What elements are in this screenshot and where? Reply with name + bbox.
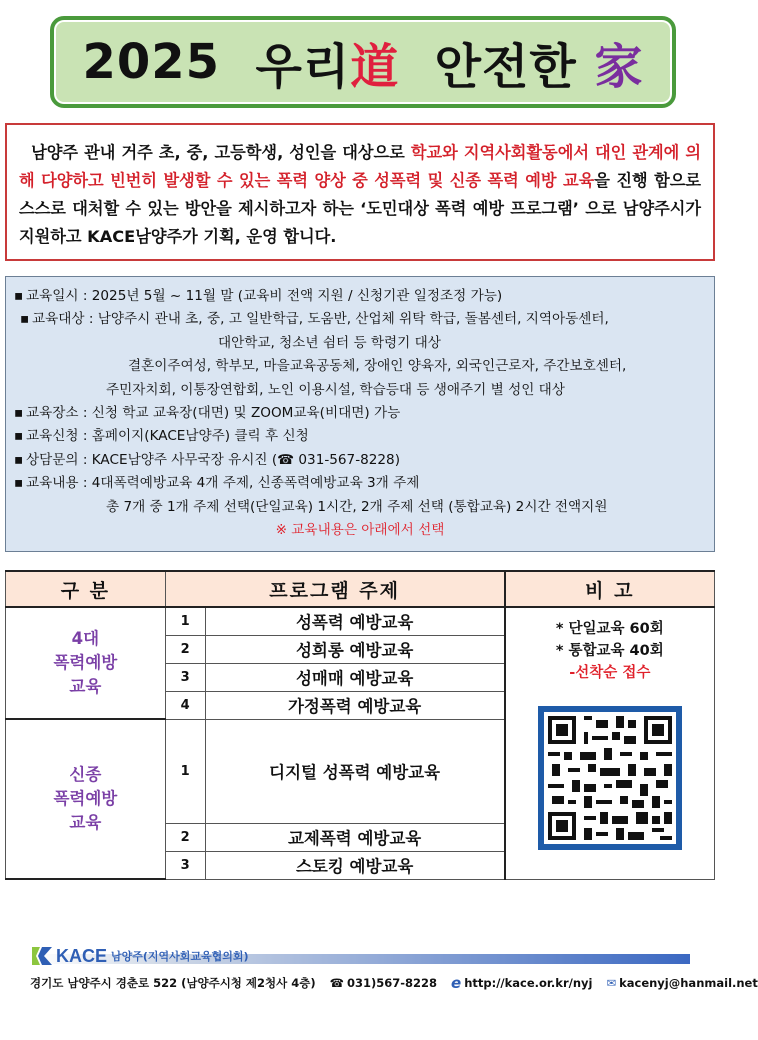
title-part1: 우리 — [255, 38, 351, 95]
title-year: 2025 — [82, 34, 221, 90]
web-icon: e — [451, 974, 462, 992]
info-apply: ▪ 교육신청 : 홈페이지(KACE남양주) 클릭 후 신청 — [14, 425, 706, 448]
program-topic: 교제폭력 예방교육 — [205, 823, 504, 851]
group1-label-line1: 4대 — [71, 629, 100, 649]
table-header-row — [6, 571, 715, 607]
group2-label — [6, 719, 166, 879]
info-target-line3: 결혼이주여성, 학부모, 마을교육공동체, 장애인 양육자, 외국인근로자, 주간보호센터, — [128, 358, 627, 375]
info-contact: ▪ 상담문의 : KACE남양주 사무국장 유시진 (☎ 031-567-8228) — [14, 449, 706, 472]
program-topic: 성매매 예방교육 — [205, 663, 504, 691]
info-target-line4: 주민자치회, 이통장연합회, 노인 이용시설, 학습등대 등 생애주기 별 성인 대상 — [106, 381, 565, 398]
footer-phone — [330, 976, 437, 990]
note-first-come: -선착순 접수 — [569, 665, 651, 681]
footer-email[interactable] — [606, 976, 757, 990]
info-date-text: 교육일시 : 2025년 5월 ~ 11월 말 (교육비 전액 지원 / 신청기관 일정조정 가능) — [26, 288, 503, 304]
info-place-text: 교육장소 : 신청 학교 교육장(대면) 및 ZOOM교육(비대면) 가능 — [26, 405, 401, 422]
info-date: ▪ 교육일시 : 2025년 5월 ~ 11월 말 (교육비 전액 지원 / 신청기관 일정조정 가능) — [14, 285, 706, 308]
info-apply-text: 교육신청 : 홈페이지(KACE남양주) 클릭 후 신청 — [26, 428, 309, 445]
intro-paragraph — [5, 123, 715, 261]
info-content: ▪ 교육내용 : 4대폭력예방교육 4개 주제, 신종폭력예방교육 3개 주제 — [14, 472, 706, 495]
qr-code[interactable] — [538, 706, 682, 850]
footer-address: 경기도 남양주시 경춘로 522 (남양주시청 제2청사 4층) — [30, 976, 316, 990]
intro-highlight: 학교와 지역사회활동에서 대인 관계에 의해 다양하고 빈번히 발생할 수 있는 폭력 양상 중 성폭력 및 신종 폭력 예방 교육 — [19, 143, 701, 190]
note-cell — [505, 607, 715, 879]
info-contact-text: 상담문의 : KACE남양주 사무국장 유시진 (☎ 031-567-8228) — [26, 451, 401, 468]
logo-org: 남양주(지역사회교육협의회) — [111, 950, 249, 963]
row-number: 2 — [165, 635, 205, 663]
group1-label-line3: 교육 — [69, 677, 102, 697]
group2-label-line3: 교육 — [69, 813, 102, 833]
title-banner — [50, 16, 676, 108]
header-note: 비 고 — [505, 571, 715, 607]
info-target: ▪ 교육대상 : 남양주시 관내 초, 중, 고 일반학급, 도움반, 산업체 위탁 학급, 돌봄센터, 지역아동센터, — [14, 308, 706, 331]
info-place: ▪ 교육장소 : 신청 학교 교육장(대면) 및 ZOOM교육(비대면) 가능 — [14, 402, 706, 425]
title-part4: 家 — [594, 38, 644, 95]
program-topic: 스토킹 예방교육 — [205, 851, 504, 879]
program-table — [5, 570, 715, 880]
note-integrated: * 통합교육 40회 — [555, 643, 664, 659]
row-number: 1 — [165, 719, 205, 823]
title-part3: 안전한 — [434, 38, 577, 95]
kace-logo — [30, 944, 249, 968]
program-topic: 디지털 성폭력 예방교육 — [205, 719, 504, 823]
program-topic: 가정폭력 예방교육 — [205, 691, 504, 719]
info-panel — [5, 276, 715, 552]
group1-label — [6, 607, 166, 719]
header-topic: 프로그램 주제 — [165, 571, 504, 607]
info-target-line2: 대안학교, 청소년 쉼터 등 학령기 대상 — [218, 334, 441, 351]
info-content-line2: 총 7개 중 1개 주제 선택(단일교육) 1시간, 2개 주제 선택 (통합교육) 2시간 전액지원 — [106, 498, 608, 515]
group2-label-line2: 폭력예방 — [53, 789, 118, 809]
footer-email-text: kacenyj@hanmail.net — [619, 976, 758, 990]
group1-label-line2: 폭력예방 — [53, 653, 118, 673]
group2-label-line1: 신종 — [69, 765, 102, 785]
info-target-text: 교육대상 : 남양주시 관내 초, 중, 고 일반학급, 도움반, 산업체 위탁 학급, 돌봄센터, 지역아동센터, — [32, 311, 609, 328]
row-number: 3 — [165, 663, 205, 691]
row-number: 1 — [165, 607, 205, 635]
title-part2: 道 — [350, 38, 400, 95]
kace-logo-icon — [30, 945, 54, 967]
mail-icon: ✉ — [606, 976, 617, 990]
header-category: 구 분 — [6, 571, 166, 607]
phone-icon: ☎ — [329, 976, 344, 990]
logo-text: KACE — [56, 945, 108, 966]
program-topic: 성폭력 예방교육 — [205, 607, 504, 635]
note-single: * 단일교육 60회 — [555, 621, 664, 637]
row-number: 2 — [165, 823, 205, 851]
table-row — [6, 607, 715, 635]
footer-website-text: http://kace.or.kr/nyj — [464, 976, 593, 990]
info-content-text: 교육내용 : 4대폭력예방교육 4개 주제, 신종폭력예방교육 3개 주제 — [26, 475, 420, 492]
row-number: 3 — [165, 851, 205, 879]
footer-phone-text: 031)567-8228 — [346, 976, 437, 990]
intro-seg1: 남양주 관내 거주 초, 중, 고등학생, 성인을 대상으로 — [31, 143, 411, 162]
qr-code-icon — [544, 712, 676, 844]
footer-website[interactable] — [451, 974, 592, 992]
row-number: 4 — [165, 691, 205, 719]
footer-contact — [30, 973, 758, 993]
program-topic: 성희롱 예방교육 — [205, 635, 504, 663]
intro-seg3: 을 진행 함으로 스스로 대처할 수 있는 방안을 제시하고자 하는 ‘도민대상 폭력 예방 프로그램’ 으로 남양주시가 지원하고 KACE남양주가 기획, 운영 합니다. — [19, 171, 701, 246]
info-notice: ※ 교육내용은 아래에서 선택 — [275, 522, 445, 539]
